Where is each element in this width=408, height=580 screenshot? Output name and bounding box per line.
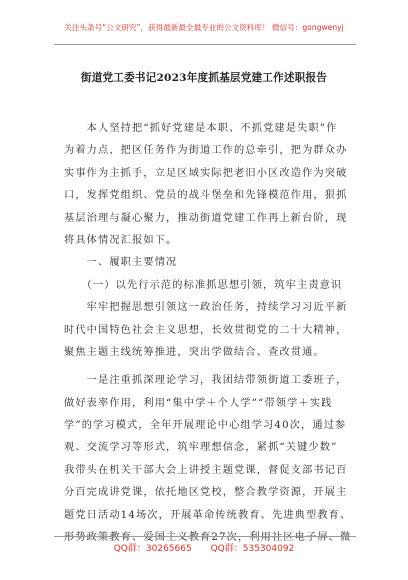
body-line: 观、交流学习等形式，筑牢理想信念，紧抓“关键少数” [64, 442, 338, 454]
body-line: 为着力点，把区任务作为街道工作的总牵引，把为群众办 [64, 145, 348, 157]
footer [0, 541, 408, 554]
header-divider [54, 44, 356, 45]
body-line: 分百完成讲党课，依托地区党校，整合教学资源，开展主 [64, 487, 348, 499]
document-title: 街道党工委书记2023年度抓基层党建工作述职报告 [80, 72, 328, 84]
body-line: 我带头在机关干部大会上讲授主题党课，督促支部书记百 [64, 464, 348, 476]
footer-divider [54, 536, 356, 537]
body-line: 口，发挥党组织、党员的战斗堡垒和先锋模范作用，狠抓 [64, 190, 348, 202]
body-line: 一是注重抓深理论学习，我团结带领街道工委班子， [64, 375, 348, 387]
document-body [64, 118, 352, 549]
footer-qq-group-2: QQ群：535304092 [210, 544, 295, 554]
body-line: 题党日活动14场次，开展革命传统教育、先进典型教育、 [64, 509, 352, 521]
body-line: 将具体情况汇报如下。 [64, 234, 178, 246]
footer-qq-group-1: QQ群：30265665 [113, 544, 192, 554]
body-line: 做好表率作用，利用“集中学＋个人学”“带领学＋实践 [64, 397, 333, 409]
body-line: 时代中国特色社会主义思想，长效贯彻党的二十大精神， [64, 324, 348, 336]
subsection-heading: （一）以先行示范的标准抓思想引领，筑牢主责意识 [64, 279, 343, 291]
body-line: 实事作为主抓手，立足区域实际把老旧小区改造作为突破 [64, 167, 348, 179]
body-line: 基层治理与凝心聚力，推动街道党建工作再上新台阶，现 [64, 212, 348, 224]
header-promo: 关注头条号“公文研究”，获得最新最全最专业的公文资料库！ 微信号：gongwenyj [64, 23, 344, 32]
section-heading: 一、履职主要情况 [64, 257, 178, 269]
body-line: 形势政策教育、爱国主义教育27次，利用社区电子屏、微 [64, 532, 352, 544]
body-line: 聚焦主题主线统筹推进，突出学做结合、查改贯通。 [64, 346, 325, 358]
body-line: 学”的学习模式，全年开展理论中心组学习40次，通过参 [64, 420, 347, 432]
body-line: 本人坚持把“抓好党建是本职、不抓党建是失职”作 [64, 123, 338, 134]
body-line: 牢牢把握思想引领这一政治任务，持续学习习近平新 [64, 302, 348, 314]
